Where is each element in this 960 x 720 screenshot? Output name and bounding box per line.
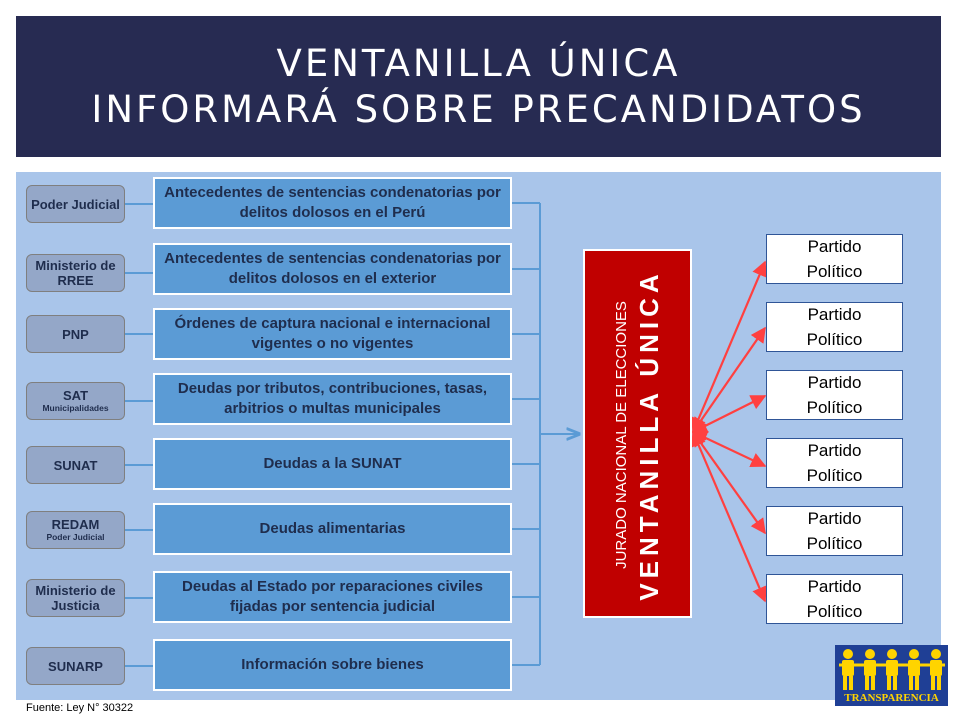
info-label: Deudas a la SUNAT: [263, 455, 402, 472]
party-arrow: [693, 262, 765, 432]
party-label-line1: Partido: [807, 509, 862, 528]
info-label: Deudas al Estado por reparaciones civiles fijadas por sentencia judicial: [182, 578, 483, 615]
source-label: SUNARP: [48, 658, 103, 674]
party-box: [766, 302, 903, 352]
info-label: Información sobre bienes: [241, 656, 424, 673]
source-note: Fuente: Ley N° 30322: [26, 702, 134, 714]
party-box: [766, 506, 903, 556]
jne-title: JURADO NACIONAL DE ELECCIONES: [613, 301, 630, 569]
party-label-line1: Partido: [807, 237, 862, 256]
party-arrow: [693, 396, 765, 432]
jne-ventanilla-box: [583, 249, 692, 618]
info-label: Deudas por tributos, contribuciones, tasas, arbitrios o multas municipales: [177, 380, 488, 417]
people-icon: [835, 647, 948, 693]
source-label: Poder Judicial: [31, 196, 120, 212]
source-label: SUNAT: [53, 457, 98, 473]
party-arrow: [693, 328, 765, 432]
party-label-line2: Político: [806, 262, 863, 281]
info-label: Órdenes de captura nacional e internacional vigentes o no vigentes: [174, 315, 491, 352]
jne-rotated-text: [612, 255, 666, 615]
title-line-1: VENTANILLA ÚNICA: [276, 41, 681, 85]
source-label: Ministerio de RREE: [35, 258, 116, 288]
party-label-line2: Político: [806, 466, 863, 485]
party-label-line2: Político: [806, 534, 863, 553]
party-label-line1: Partido: [807, 373, 862, 392]
logo-text: TRANSPARENCIA: [844, 692, 939, 704]
party-label-line2: Político: [806, 398, 863, 417]
transparencia-logo: [835, 645, 948, 706]
source-label: REDAM: [51, 517, 100, 532]
source-sublabel: Poder Judicial: [46, 532, 105, 542]
title-line-2: INFORMARÁ SOBRE PRECANDIDATOS: [91, 87, 866, 131]
party-box: [766, 234, 903, 284]
source-sublabel: Municipalidades: [42, 403, 109, 413]
info-label: Antecedentes de sentencias condenatorias por delitos dolosos en el exterior: [164, 250, 501, 287]
source-label: PNP: [62, 326, 89, 342]
bracket-connector: [512, 203, 579, 665]
row-connectors: [125, 204, 153, 666]
party-box: [766, 574, 903, 624]
party-label-line2: Político: [806, 330, 863, 349]
source-label: Ministerio de Justicia: [35, 583, 116, 613]
party-arrows: [693, 262, 765, 601]
info-label: Antecedentes de sentencias condenatorias por delitos dolosos en el Perú: [164, 184, 501, 221]
party-label-line1: Partido: [807, 441, 862, 460]
source-label: SAT: [62, 388, 89, 403]
ventanilla-title: VENTANILLA ÚNICA: [634, 269, 664, 601]
party-box: [766, 438, 903, 488]
party-label-line1: Partido: [807, 577, 862, 596]
info-label: Deudas alimentarias: [259, 520, 406, 537]
party-label-line1: Partido: [807, 305, 862, 324]
party-label-line2: Político: [806, 602, 863, 621]
party-box: [766, 370, 903, 420]
